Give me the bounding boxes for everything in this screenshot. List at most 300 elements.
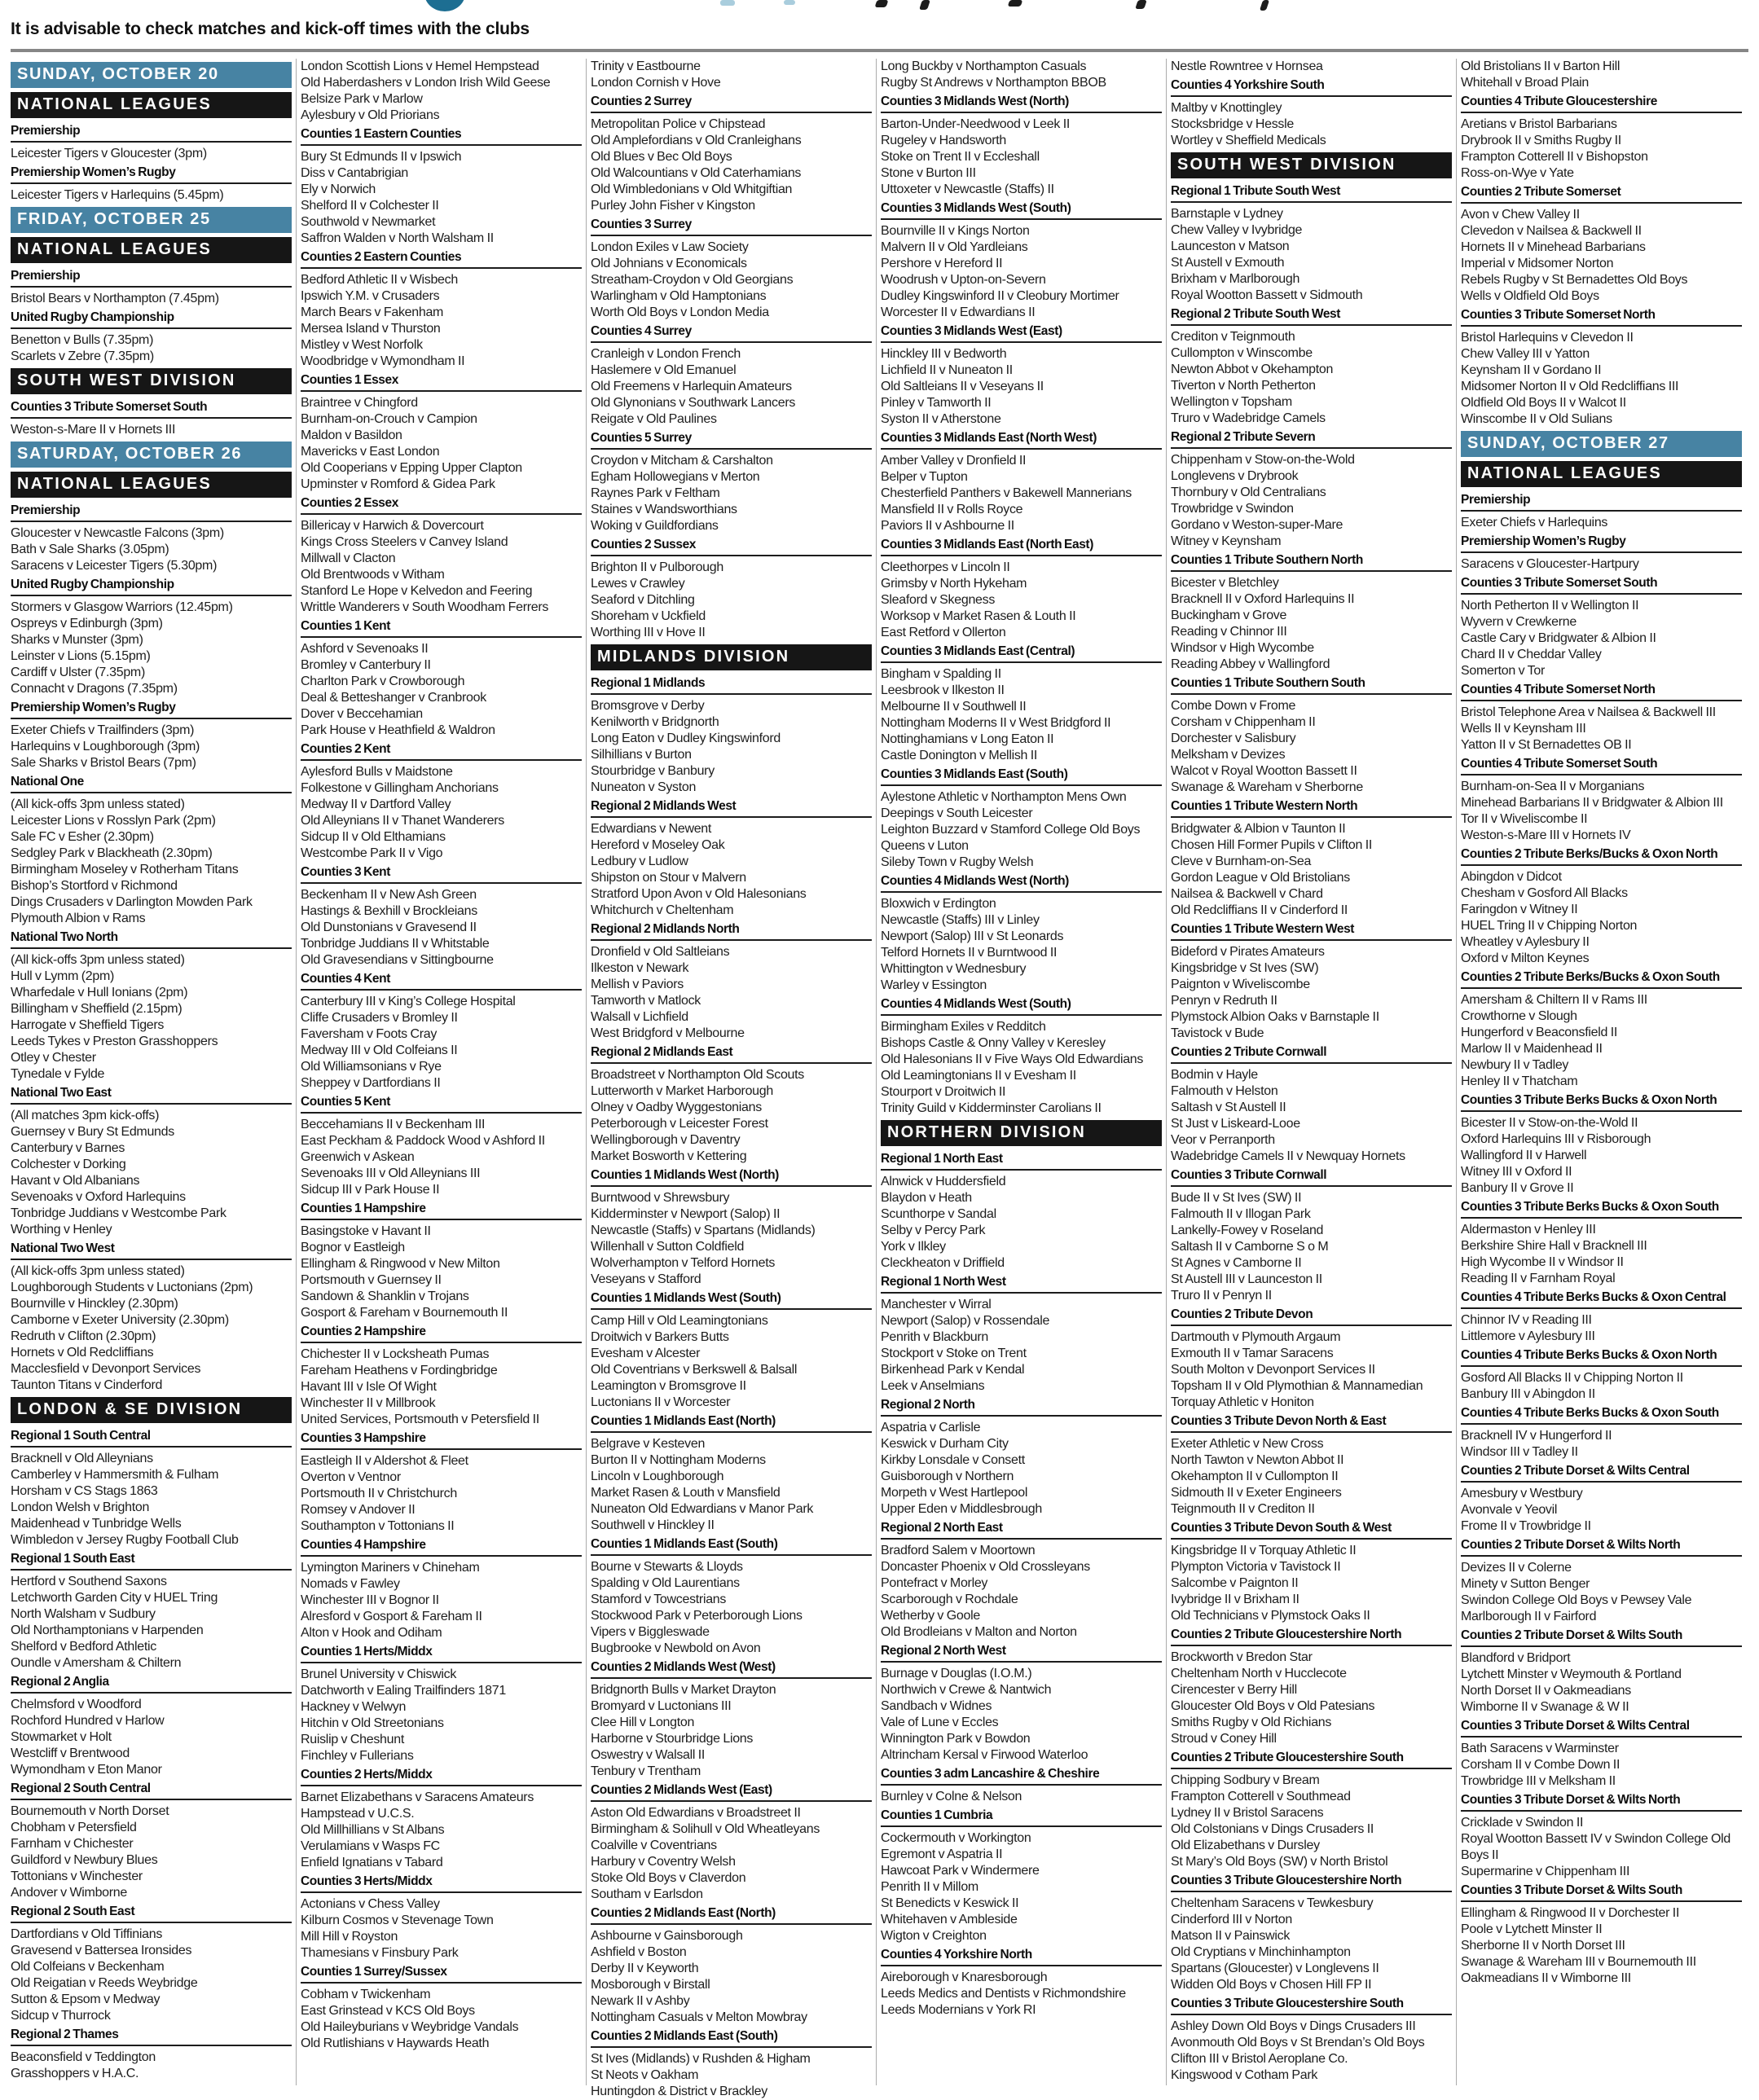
- fixture: Cinderford III v Norton: [1171, 1913, 1292, 1926]
- fixture: Worksop v Market Rasen & Louth II: [881, 609, 1076, 623]
- competition-subheader: Regional 2 North West: [881, 1642, 1162, 1663]
- fixture: Crowthorne v Slough: [1461, 1009, 1577, 1023]
- fixture: Whittington v Wednesbury: [881, 962, 1027, 976]
- competition-subheader: Counties 2 Tribute Dorset & Wilts North: [1461, 1536, 1742, 1557]
- fixture: Trowbridge III v Melksham II: [1461, 1774, 1616, 1788]
- fixture: Corsham II v Combe Down II: [1461, 1758, 1620, 1772]
- fixture: Imperial v Midsomer Norton: [1461, 257, 1614, 270]
- fixture: Purley John Fisher v Kingston: [591, 199, 755, 213]
- competition-subheader: Premiership Women’s Rugby: [11, 699, 292, 719]
- fixture: Kingsbridge v St Ives (SW): [1171, 961, 1319, 975]
- fixture: Worthing v Henley: [11, 1223, 112, 1237]
- fixture: Leamington v Bromsgrove II: [591, 1379, 746, 1393]
- column-divider: [1166, 59, 1167, 2085]
- fixture: Finchley v Fullerians: [301, 1749, 414, 1763]
- fixture: Romsey v Andover II: [301, 1503, 416, 1517]
- fixture: Evesham v Alcester: [591, 1347, 701, 1360]
- fixture: Horsham v CS Stags 1863: [11, 1484, 158, 1498]
- fixture: Sheppey v Dartfordians II: [301, 1076, 441, 1090]
- fixture: Poole v Lytchett Minster II: [1461, 1922, 1603, 1936]
- competition-subheader: Regional 2 Midlands East: [591, 1043, 872, 1064]
- fixture: Oswestry v Walsall II: [591, 1748, 706, 1762]
- competition-subheader: Counties 2 Tribute Berks/Bucks & Oxon South: [1461, 969, 1742, 989]
- fixture: Canterbury III v King’s College Hospital: [301, 995, 516, 1008]
- fixture: Derby II v Keyworth: [591, 1962, 699, 1975]
- fixture: Bury St Edmunds II v Ipswich: [301, 150, 462, 164]
- fixture: Bradford Salem v Moortown: [881, 1544, 1036, 1557]
- fixture: Syston II v Atherstone: [881, 412, 1001, 426]
- fixture: Wadebridge Camels II v Newquay Hornets: [1171, 1149, 1405, 1163]
- fixture: Aretians v Bristol Barbarians: [1461, 117, 1617, 131]
- fixture: Greenwich v Askean: [301, 1150, 415, 1164]
- fixture: Blandford v Bridport: [1461, 1651, 1571, 1665]
- fixture: Newcastle (Staffs) III v Linley: [881, 913, 1040, 927]
- fixture: Oxford v Milton Keynes: [1461, 951, 1590, 965]
- fixture: East Retford v Ollerton: [881, 626, 1006, 639]
- fixture: Guernsey v Bury St Edmunds: [11, 1125, 174, 1139]
- fixture: Cranleigh v London French: [591, 347, 741, 361]
- fixture: Bodmin v Hayle: [1171, 1068, 1258, 1082]
- fixture: Pontefract v Morley: [881, 1576, 988, 1590]
- fixture: Cobham v Twickenham: [301, 1988, 431, 2001]
- fixture: Malvern II v Old Yardleians: [881, 240, 1028, 254]
- fixture: Ashford v Sevenoaks II: [301, 642, 429, 656]
- fixture: Diss v Cantabrigian: [301, 166, 409, 180]
- fixture: Hereford v Moseley Oak: [591, 838, 725, 852]
- fixture: Birmingham & Solihull v Old Wheatleyans: [591, 1822, 820, 1836]
- fixture: Hinckley III v Bedworth: [881, 347, 1007, 361]
- fixture: Reading v Chinnor III: [1171, 625, 1287, 639]
- competition-subheader: Premiership: [11, 267, 292, 288]
- competition-subheader: Counties 1 Herts/Middx: [301, 1643, 582, 1663]
- fixture: Old Millhillians v St Albans: [301, 1823, 445, 1837]
- fixture: Reigate v Old Paulines: [591, 412, 717, 426]
- fixture: Upper Eden v Middlesbrough: [881, 1502, 1042, 1516]
- fixture: Gosport & Fareham v Bournemouth II: [301, 1306, 508, 1320]
- fixture: Cheltenham Saracens v Tewkesbury: [1171, 1896, 1374, 1910]
- fixture: Royal Wootton Bassett v Sidmouth: [1171, 288, 1363, 302]
- fixture: Clifton III v Bristol Aeroplane Co.: [1171, 2052, 1348, 2066]
- fixture: Hull v Lymm (2pm): [11, 969, 115, 983]
- fixture: Mill Hill v Royston: [301, 1930, 398, 1944]
- fixture: Sherborne II v North Dorset III: [1461, 1939, 1625, 1953]
- fixture: Saltash v St Austell II: [1171, 1101, 1286, 1114]
- fixture: Old Blues v Bec Old Boys: [591, 150, 732, 164]
- fixture: Leeds Tykes v Preston Grasshoppers: [11, 1035, 218, 1048]
- fixture: Worthing III v Hove II: [591, 626, 706, 639]
- fixture: Littlemore v Aylesbury III: [1461, 1329, 1595, 1343]
- fixture: Fareham Heathens v Fordingbridge: [301, 1364, 498, 1377]
- fixture: (All kick-offs 3pm unless stated): [11, 797, 185, 811]
- fixture: Oundle v Amersham & Chiltern: [11, 1656, 182, 1670]
- fixture: Old Haberdashers v London Irish Wild Geese: [301, 76, 551, 90]
- fixture: Tamworth v Matlock: [591, 994, 701, 1008]
- fixture: Brockworth v Bredon Star: [1171, 1650, 1313, 1664]
- column-divider: [1456, 59, 1457, 2085]
- competition-subheader: United Rugby Championship: [11, 576, 292, 596]
- fixture: Worcester II v Edwardians II: [881, 305, 1036, 319]
- fixture: Maldon v Basildon: [301, 428, 402, 442]
- fixture: Portsmouth II v Christchurch: [301, 1487, 457, 1500]
- fixture: Camborne v Exeter University (2.30pm): [11, 1313, 229, 1327]
- competition-subheader: Counties 4 Tribute Berks Bucks & Oxon South: [1461, 1404, 1742, 1425]
- competition-subheader: Counties 3 adm Lancashire & Cheshire: [881, 1765, 1162, 1786]
- date-banner: SATURDAY, OCTOBER 26: [11, 442, 292, 468]
- fixture: Combe Down v Frome: [1171, 699, 1296, 713]
- fixture: Paviors II v Ashbourne II: [881, 519, 1014, 533]
- fixture: Sleaford v Skegness: [881, 593, 996, 607]
- fixture: Newcastle (Staffs) v Spartans (Midlands): [591, 1224, 816, 1237]
- fixture: United Services, Portsmouth v Petersfield II: [301, 1412, 539, 1426]
- fixture: Smiths Rugby v Old Richians: [1171, 1716, 1332, 1729]
- competition-subheader: Counties 3 Tribute Somerset South: [11, 398, 292, 419]
- fixture: Nailsea & Backwell v Chard: [1171, 887, 1323, 901]
- fixture: Cleve v Burnham-on-Sea: [1171, 854, 1312, 868]
- fixture: Gloucester v Newcastle Falcons (3pm): [11, 526, 224, 540]
- competition-subheader: Counties 3 Midlands East (North East): [881, 536, 1162, 556]
- fixture: Bristol Harlequins v Clevedon II: [1461, 331, 1634, 345]
- fixture: Basingstoke v Havant II: [301, 1224, 431, 1238]
- fixture: Market Bosworth v Kettering: [591, 1149, 747, 1163]
- fixture: Spartans (Gloucester) v Longlevens II: [1171, 1962, 1379, 1975]
- fixture: North Walsham v Sudbury: [11, 1607, 156, 1621]
- fixture: Ellingham & Ringwood II v Dorchester II: [1461, 1906, 1680, 1920]
- competition-subheader: Counties 4 Tribute Somerset South: [1461, 755, 1742, 775]
- fixture: Stourport v Droitwich II: [881, 1085, 1006, 1099]
- fixture: Nestle Rowntree v Hornsea: [1171, 59, 1323, 73]
- fixture: Dartfordians v Old Tiffinians: [11, 1927, 163, 1941]
- fixture: Wharfedale v Hull Ionians (2pm): [11, 986, 188, 999]
- fixture: Overton v Ventnor: [301, 1470, 401, 1484]
- fixture: Old Coventrians v Berkswell & Balsall: [591, 1363, 798, 1377]
- fixture: Camp Hill v Old Leamingtonians: [591, 1314, 768, 1328]
- fixture: Lydney II v Bristol Saracens: [1171, 1806, 1324, 1820]
- fixture: Lutterworth v Market Harborough: [591, 1084, 773, 1098]
- fixture: Aspatria v Carlisle: [881, 1421, 981, 1434]
- fixture: Wellington v Topsham: [1171, 395, 1292, 409]
- fixture: Southam v Earlsdon: [591, 1887, 703, 1901]
- fixture: Writtle Wanderers v South Woodham Ferrers: [301, 600, 549, 614]
- fixture: Tonbridge Juddians v Westcombe Park: [11, 1206, 226, 1220]
- fixture: Lytchett Minster v Weymouth & Portland: [1461, 1667, 1682, 1681]
- fixture: Old Williamsonians v Rye: [301, 1060, 442, 1074]
- fixture: Redruth v Clifton (2.30pm): [11, 1329, 156, 1343]
- fixture: Walsall v Lichfield: [591, 1010, 688, 1024]
- fixture: Belgrave v Kesteven: [591, 1437, 706, 1451]
- fixture: Woking v Guildfordians: [591, 519, 719, 533]
- fixture: Streatham-Croydon v Old Georgians: [591, 273, 794, 287]
- fixture: Old Freemens v Harlequin Amateurs: [591, 380, 792, 393]
- fixture: Bracknell II v Oxford Harlequins II: [1171, 592, 1355, 606]
- competition-subheader: Counties 3 Tribute Dorset & Wilts South: [1461, 1882, 1742, 1902]
- fixture: Thamesians v Finsbury Park: [301, 1946, 459, 1960]
- fixture: London Exiles v Law Society: [591, 240, 749, 254]
- fixture: Royal Wootton Bassett IV v Swindon College Old Boys II: [1461, 1832, 1731, 1862]
- fixture: Upminster v Romford & Gidea Park: [301, 477, 495, 491]
- competition-subheader: Counties 1 Midlands West (South): [591, 1289, 872, 1310]
- competition-subheader: Counties 3 Tribute Devon North & East: [1171, 1412, 1452, 1433]
- fixture: Havant III v Isle Of Wight: [301, 1380, 437, 1394]
- fixture: Old Walcountians v Old Caterhamians: [591, 166, 802, 180]
- competition-subheader: Regional 2 North: [881, 1396, 1162, 1417]
- fixture: Canterbury v Barnes: [11, 1141, 125, 1155]
- fixture: Plymstock Albion Oaks v Barnstaple II: [1171, 1010, 1379, 1024]
- fixture: East Peckham & Paddock Wood v Ashford II: [301, 1134, 545, 1148]
- competition-subheader: Counties 1 Kent: [301, 617, 582, 638]
- fixture: Hastings & Bexhill v Brockleians: [301, 904, 477, 918]
- fixture: Tonbridge Juddians II v Whitstable: [301, 937, 490, 951]
- fixture: Shipston on Stour v Malvern: [591, 871, 746, 885]
- fixture: Windsor v High Wycombe: [1171, 641, 1314, 655]
- fixture: Bingham v Spalding II: [881, 667, 1001, 681]
- fixture: Cleckheaton v Driffield: [881, 1256, 1005, 1270]
- fixture: Exmouth II v Tamar Saracens: [1171, 1347, 1334, 1360]
- competition-subheader: Counties 2 Tribute Gloucestershire South: [1171, 1749, 1452, 1769]
- fixture: Keswick v Durham City: [881, 1437, 1009, 1451]
- fixture: Ellingham & Ringwood v New Milton: [301, 1257, 500, 1271]
- fixture: Kirkby Lonsdale v Consett: [881, 1453, 1025, 1467]
- fixture: Yatton II v St Bernadettes OB II: [1461, 738, 1632, 752]
- fixture: Thornbury v Old Centralians: [1171, 485, 1326, 499]
- fixture: Old Technicians v Plymstock Oaks II: [1171, 1609, 1370, 1623]
- fixture: Andover v Wimborne: [11, 1886, 127, 1900]
- fixture: St Austell v Exmouth: [1171, 256, 1285, 270]
- fixture: Weston-s-Mare II v Hornets III: [11, 423, 176, 437]
- fixtures-column-6: [1461, 59, 1742, 2085]
- fixture: Nomads v Fawley: [301, 1577, 400, 1591]
- fixture: Sidcup III v Park House II: [301, 1183, 440, 1197]
- fixture: Penrith II v Millom: [881, 1880, 978, 1894]
- competition-subheader: Regional 2 Tribute South West: [1171, 305, 1452, 326]
- competition-subheader: Counties 3 Midlands East (South): [881, 766, 1162, 786]
- fixture: Abingdon v Didcot: [1461, 870, 1562, 884]
- fixture: Aston Old Edwardians v Broadstreet II: [591, 1806, 801, 1820]
- fixture: Old Amplefordians v Old Cranleighans: [591, 134, 802, 147]
- fixture: Chesham v Gosford All Blacks: [1461, 886, 1628, 900]
- fixture: Marlborough II v Fairford: [1461, 1610, 1597, 1623]
- masthead: [0, 0, 1759, 55]
- competition-subheader: Regional 2 South Central: [11, 1780, 292, 1800]
- fixture: Maidenhead v Tunbridge Wells: [11, 1517, 182, 1531]
- fixture: Nottingham Casuals v Melton Mowbray: [591, 2010, 807, 2024]
- competition-subheader: Premiership Women’s Rugby: [1461, 533, 1742, 553]
- fixture: Trinity Guild v Kidderminster Carolians II: [881, 1101, 1102, 1115]
- fixture: Lymington Mariners v Chineham: [301, 1561, 480, 1575]
- fixture: Beccehamians II v Beckenham III: [301, 1118, 486, 1131]
- fixture: Worth Old Boys v London Media: [591, 305, 769, 319]
- fixture: Vale of Lune v Eccles: [881, 1716, 999, 1729]
- competition-subheader: Premiership: [1461, 491, 1742, 512]
- fixture: Dudley Kingswinford II v Cleobury Mortimer: [881, 289, 1119, 303]
- fixture: Wimbledon v Jersey Rugby Football Club: [11, 1533, 239, 1547]
- fixture: Old Bristolians II v Barton Hill: [1461, 59, 1620, 73]
- fixture: Northwich v Crewe & Nantwich: [881, 1683, 1052, 1697]
- fixture: Old Johnians v Economicals: [591, 257, 747, 270]
- competition-subheader: Regional 1 South East: [11, 1550, 292, 1571]
- fixture: Stowmarket v Holt: [11, 1730, 112, 1744]
- fixture: Swanage & Wareham v Sherborne: [1171, 780, 1363, 794]
- fixture: Southampton v Tottonians II: [301, 1519, 455, 1533]
- fixture: Lichfield II v Nuneaton II: [881, 363, 1013, 377]
- fixture: HUEL Tring II v Chipping Norton: [1461, 919, 1638, 933]
- competition-subheader: Counties 2 Eastern Counties: [301, 248, 582, 269]
- fixture: Winscombe II v Old Sulians: [1461, 412, 1612, 426]
- fixture: Guildford v Newbury Blues: [11, 1853, 158, 1867]
- competition-subheader: Counties 2 Midlands East (South): [591, 2028, 872, 2048]
- fixture: Farnham v Chichester: [11, 1837, 134, 1851]
- competition-subheader: Counties 2 Sussex: [591, 536, 872, 556]
- fixture: Ilkeston v Newark: [591, 961, 689, 975]
- fixture: Aylestone Athletic v Northampton Mens Own: [881, 790, 1127, 804]
- fixture: Witney v Keynsham: [1171, 534, 1282, 548]
- fixture: St Austell III v Launceston II: [1171, 1272, 1322, 1286]
- competition-subheader: Counties 3 Midlands West (South): [881, 200, 1162, 220]
- fixture: Winnington Park v Bowdon: [881, 1732, 1031, 1746]
- fixture: Maltby v Knottingley: [1171, 101, 1282, 115]
- fixture: Sevenoaks v Oxford Harlequins: [11, 1190, 186, 1204]
- competition-subheader: Counties 2 Tribute Devon: [1171, 1306, 1452, 1326]
- fixture: Alresford v Gosport & Fareham II: [301, 1610, 482, 1623]
- fixture: Shelford v Bedford Athletic: [11, 1640, 156, 1654]
- fixture: Mersea Island v Thurston: [301, 322, 441, 336]
- competition-subheader: Counties 1 Surrey/Sussex: [301, 1963, 582, 1984]
- fixture: Wimborne II v Swanage & W II: [1461, 1700, 1629, 1714]
- competition-subheader: Counties 4 Midlands West (North): [881, 872, 1162, 893]
- fixture: Folkestone v Gillingham Anchorians: [301, 781, 499, 795]
- fixture: Southwell v Hinckley II: [591, 1518, 715, 1532]
- fixture: Woodrush v Upton-on-Severn: [881, 273, 1046, 287]
- division-banner: SOUTH WEST DIVISION: [1171, 152, 1452, 178]
- fixture: Pinley v Tamworth II: [881, 396, 992, 410]
- fixture: Leek v Anselmians: [881, 1379, 985, 1393]
- fixture: Truro II v Penryn II: [1171, 1289, 1272, 1303]
- fixtures-column-5: [1171, 59, 1452, 2085]
- competition-subheader: Counties 3 Tribute Berks Bucks & Oxon South: [1461, 1198, 1742, 1219]
- fixture: Exeter Chiefs v Harlequins: [1461, 516, 1608, 529]
- fixture: Drybrook II v Smiths Rugby II: [1461, 134, 1621, 147]
- competition-subheader: Counties 3 Tribute Berks Bucks & Oxon North: [1461, 1092, 1742, 1112]
- fixture: Rebels Rugby v St Bernadettes Old Boys: [1461, 273, 1688, 287]
- fixture: Wells v Oldfield Old Boys: [1461, 289, 1599, 303]
- fixture: Belper v Tupton: [881, 470, 968, 484]
- fixture: Lankelly-Fowey v Roseland: [1171, 1224, 1324, 1237]
- fixture: Rugeley v Handsworth: [881, 134, 1006, 147]
- fixture: Wallingford II v Harwell: [1461, 1149, 1587, 1162]
- fixture: Luctonians II v Worcester: [591, 1395, 731, 1409]
- fixture: Falmouth II v Illogan Park: [1171, 1207, 1311, 1221]
- fixture: Veseyans v Stafford: [591, 1272, 701, 1286]
- fixture: Old Brentwoods v Witham: [301, 568, 445, 582]
- competition-subheader: Counties 1 Tribute Southern South: [1171, 674, 1452, 695]
- competition-subheader: Counties 3 Surrey: [591, 216, 872, 236]
- fixture: Windsor III v Tadley II: [1461, 1445, 1578, 1459]
- fixture: Castle Donington v Mellish II: [881, 749, 1038, 762]
- fixture: Cirencester v Berry Hill: [1171, 1683, 1297, 1697]
- fixtures-column-4: [881, 59, 1162, 2085]
- fixtures-column-1: [11, 59, 292, 2085]
- fixture: Cleethorpes v Lincoln II: [881, 560, 1010, 574]
- fixture: Kingswood v Cotham Park: [1171, 2068, 1318, 2082]
- fixture: Bridgnorth Bulls v Market Drayton: [591, 1683, 776, 1697]
- fixture: Eastleigh II v Aldershot & Fleet: [301, 1454, 468, 1468]
- competition-subheader: Counties 2 Tribute Cornwall: [1171, 1043, 1452, 1064]
- competition-subheader: Counties 3 Midlands West (North): [881, 93, 1162, 113]
- fixture: Sutton & Epsom v Medway: [11, 1992, 161, 2006]
- fixture: Shelford II v Colchester II: [301, 199, 439, 213]
- fixture: Seaford v Ditchling: [591, 593, 695, 607]
- fixture: Morpeth v West Hartlepool: [881, 1486, 1028, 1500]
- competition-subheader: Counties 4 Surrey: [591, 323, 872, 343]
- fixture: Chobham v Petersfield: [11, 1821, 137, 1834]
- fixture: Birkenhead Park v Kendal: [881, 1363, 1025, 1377]
- fixture: Burton II v Nottingham Moderns: [591, 1453, 766, 1467]
- fixture: Alton v Hook and Odiham: [301, 1626, 442, 1640]
- fixture: Penrith v Blackburn: [881, 1330, 989, 1344]
- cropped-headline-fragment: [919, 0, 930, 10]
- fixture: Topsham II v Old Plymothian & Mannamedian: [1171, 1379, 1423, 1393]
- fixture: Old Elizabethans v Dursley: [1171, 1839, 1320, 1852]
- fixture: Frampton Cotterell II v Bishopston: [1461, 150, 1648, 164]
- fixture: Chew Valley III v Yatton: [1461, 347, 1590, 361]
- fixture: Peterborough v Leicester Forest: [591, 1117, 768, 1131]
- division-banner: NATIONAL LEAGUES: [1461, 461, 1742, 487]
- division-banner: NATIONAL LEAGUES: [11, 92, 292, 118]
- fixture: Tottonians v Winchester: [11, 1869, 143, 1883]
- fixture: Wetherby v Goole: [881, 1609, 980, 1623]
- fixture: Stormers v Glasgow Warriors (12.45pm): [11, 600, 233, 614]
- fixture: Bloxwich v Erdington: [881, 897, 996, 911]
- fixture: Westcliff v Brentwood: [11, 1746, 130, 1760]
- fixture: Wyvern v Crewkerne: [1461, 615, 1577, 629]
- fixture: Silhillians v Burton: [591, 748, 692, 762]
- competition-subheader: Counties 2 Tribute Dorset & Wilts South: [1461, 1627, 1742, 1647]
- competition-subheader: Regional 2 South East: [11, 1903, 292, 1923]
- fixtures-column-3: [591, 59, 872, 2098]
- competition-subheader: Regional 2 Anglia: [11, 1673, 292, 1694]
- competition-subheader: Counties 2 Essex: [301, 494, 582, 515]
- fixture: Chelmsford v Woodford: [11, 1698, 142, 1711]
- fixture: Brighton II v Pulborough: [591, 560, 723, 574]
- fixture: Henley II v Thatcham: [1461, 1074, 1578, 1088]
- fixture: Somerton v Tor: [1461, 664, 1545, 678]
- fixture: Old Redcliffians II v Cinderford II: [1171, 903, 1348, 917]
- competition-subheader: Counties 1 Tribute Western West: [1171, 920, 1452, 941]
- competition-subheader: Counties 1 Midlands West (North): [591, 1166, 872, 1187]
- fixture: Sharks v Munster (3pm): [11, 633, 143, 647]
- competition-subheader: Counties 4 Tribute Berks Bucks & Oxon Central: [1461, 1289, 1742, 1309]
- fixture: Ruislip v Cheshunt: [301, 1733, 404, 1746]
- fixture: Old Cryptians v Minchinhampton: [1171, 1945, 1351, 1959]
- competition-subheader: Counties 3 Midlands West (East): [881, 323, 1162, 343]
- fixture: Old Halesonians II v Five Ways Old Edwardians: [881, 1052, 1144, 1066]
- fixture: Midsomer Norton II v Old Redcliffians III: [1461, 380, 1679, 393]
- cropped-headline-fragment: [1260, 0, 1269, 11]
- competition-subheader: Counties 3 Herts/Middx: [301, 1873, 582, 1893]
- fixture: Stone v Burton III: [881, 166, 976, 180]
- fixture: Harbury v Coventry Welsh: [591, 1855, 736, 1869]
- fixture: Plymouth Albion v Rams: [11, 912, 146, 925]
- division-banner: NORTHERN DIVISION: [881, 1120, 1162, 1146]
- fixture: Long Eaton v Dudley Kingswinford: [591, 731, 781, 745]
- fixture: Minety v Sutton Benger: [1461, 1577, 1590, 1591]
- fixture: Sidmouth II v Exeter Engineers: [1171, 1486, 1342, 1500]
- fixture: Actonians v Chess Valley: [301, 1897, 440, 1911]
- fixture: Oxford Harlequins III v Risborough: [1461, 1132, 1651, 1146]
- fixture: Hackney v Welwyn: [301, 1700, 407, 1714]
- fixture: Crediton v Teignmouth: [1171, 330, 1295, 344]
- fixture: Rochford Hundred v Harlow: [11, 1714, 165, 1728]
- fixture: Hitchin v Old Streetonians: [301, 1716, 444, 1730]
